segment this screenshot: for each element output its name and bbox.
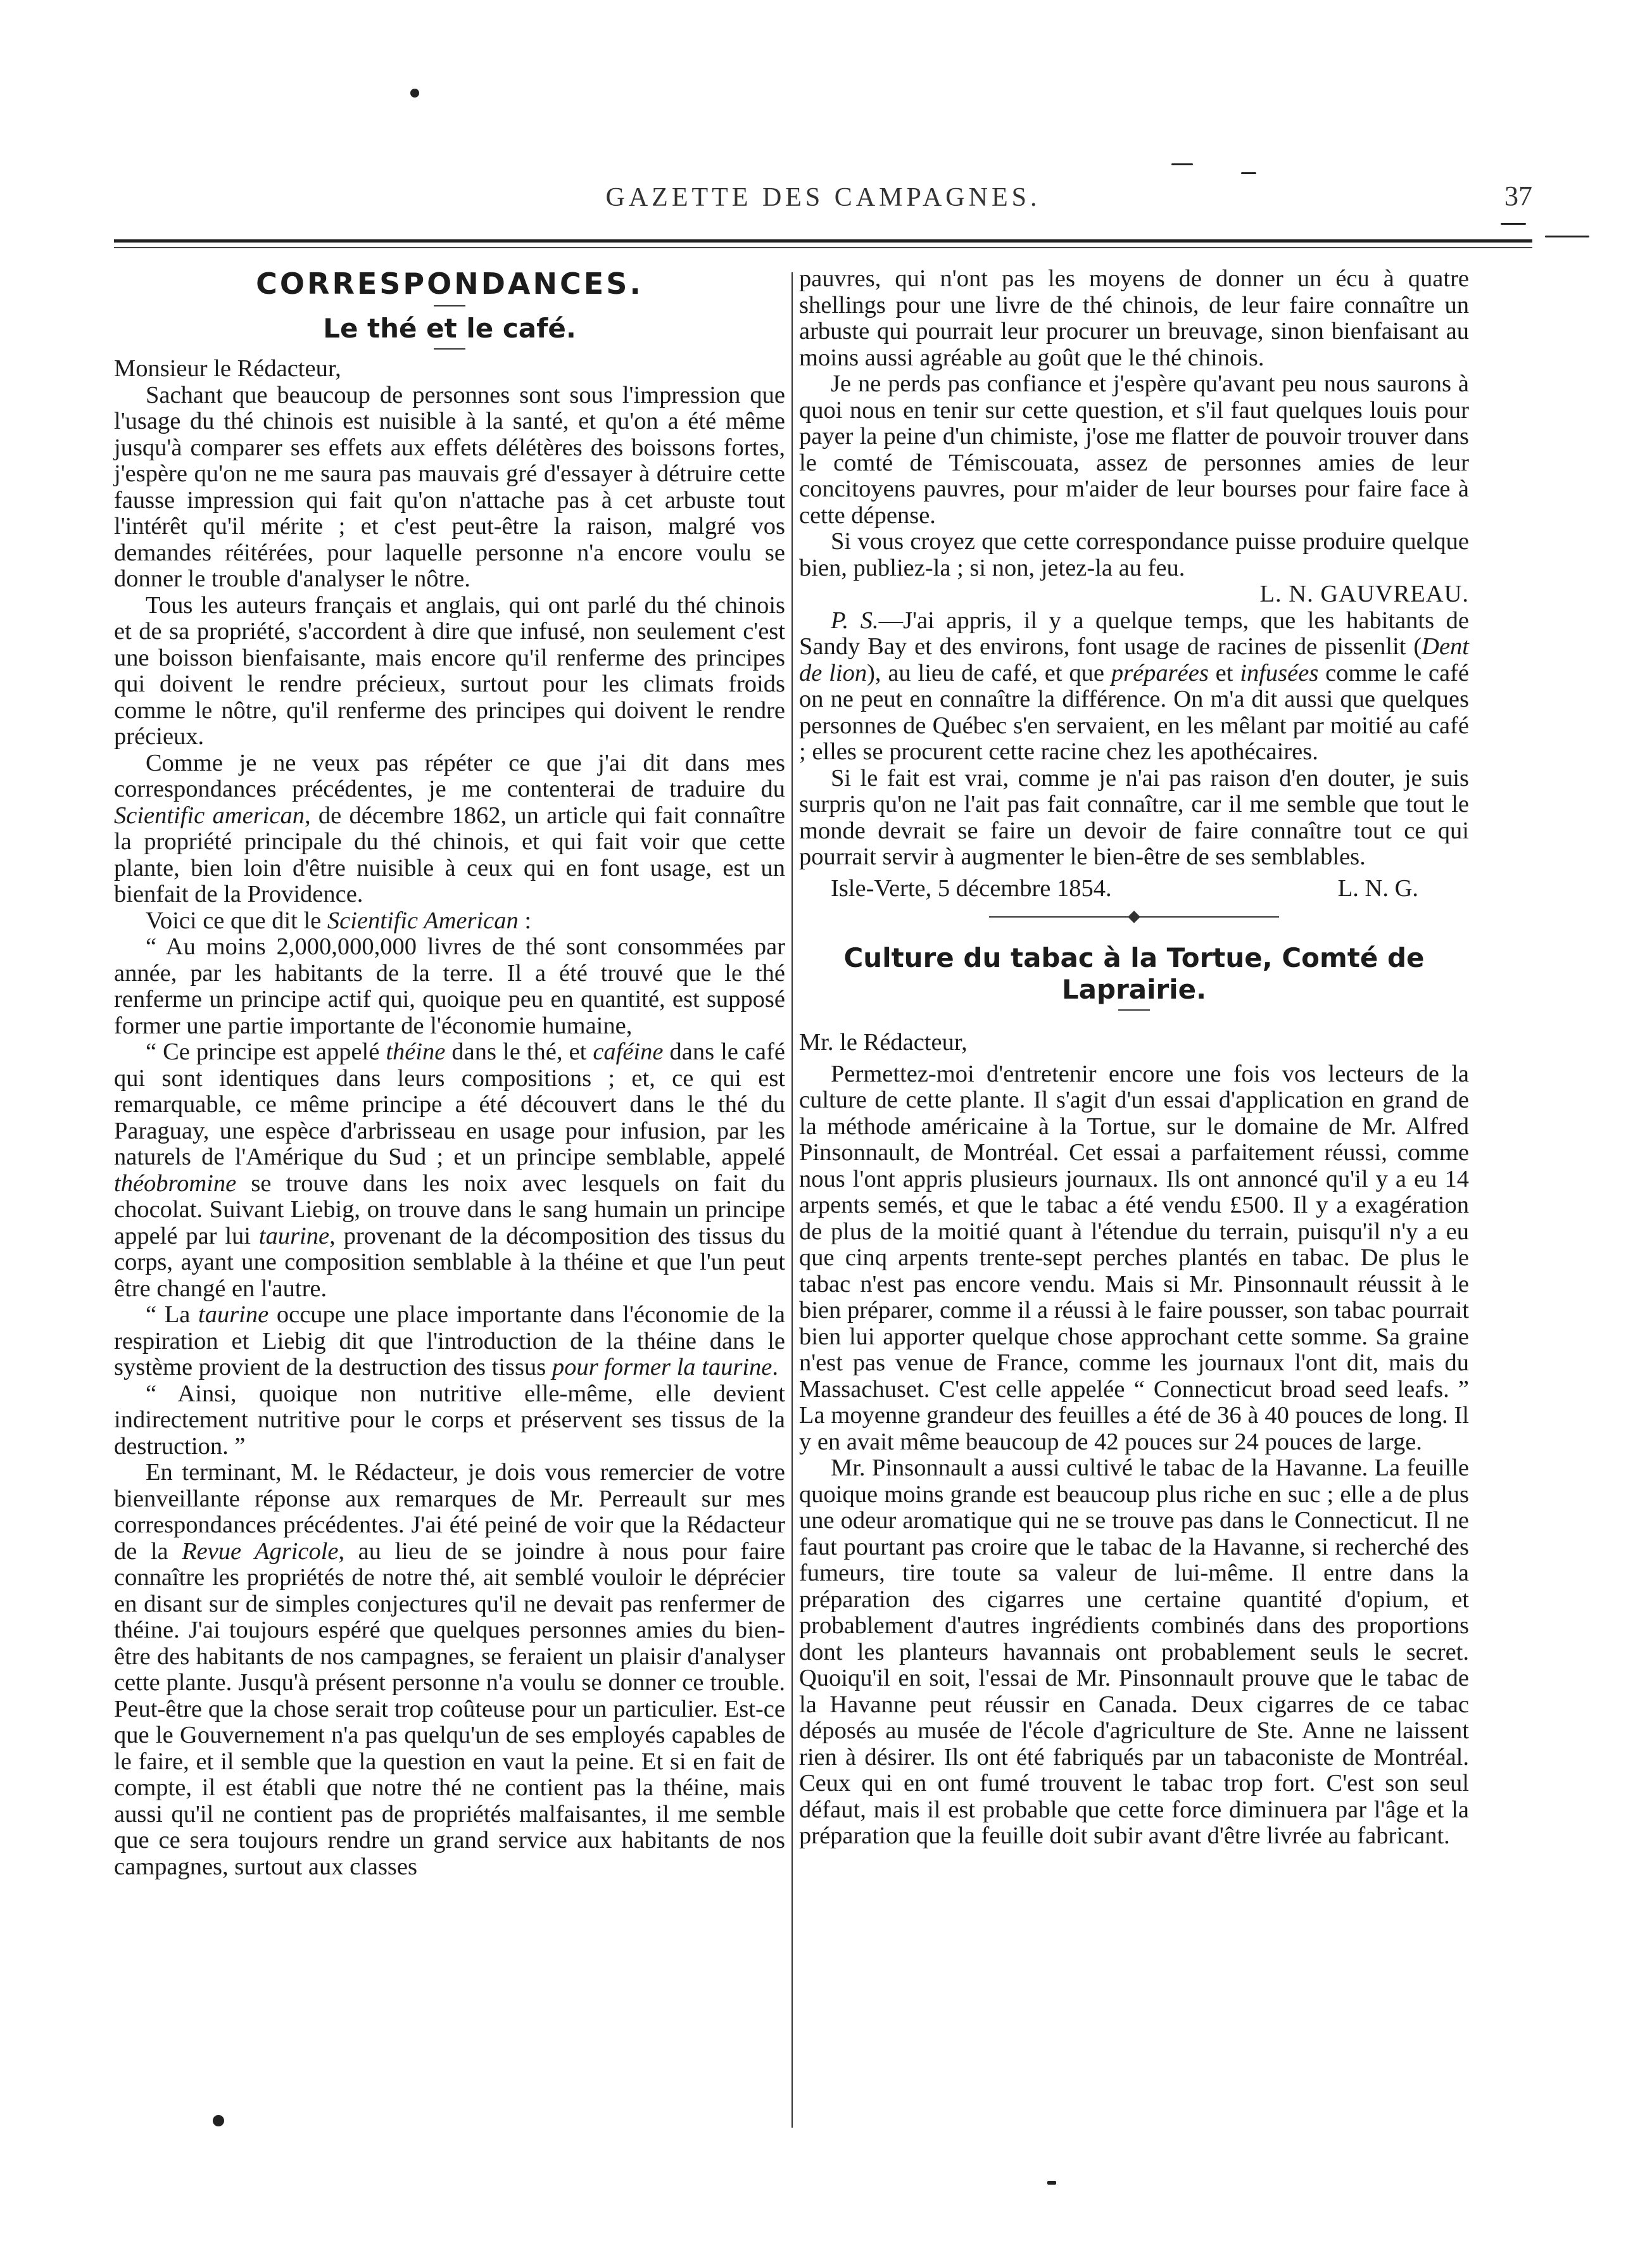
ink-speck [213, 2115, 224, 2126]
paragraph: Si le fait est vrai, comme je n'ai pas raison d'en douter, je suis surpris qu'on ne l'ait pas fait connaître, car il me semble que tout le monde devrait se faire un devoir de faire connaître tout ce qui pourrait servir à augmenter le bien-être de ses semblables. [799, 764, 1469, 870]
paragraph: Voici ce que dit le Scientific American : [146, 907, 532, 934]
article-title: Le thé et le café. [323, 313, 576, 344]
left-column [114, 266, 785, 2039]
section-heading: CORRESPONDANCES. [256, 267, 643, 301]
paragraph: “ Au moins 2,000,000,000 livres de thé sont consommées par année, par les habitants de la terre. Il a été trouvé que le thé renferme un principe actif qui, quoique peu en quantité, est supposé former une partie importante de l'économie humaine, [114, 933, 785, 1039]
short-rule [1118, 1009, 1150, 1011]
paragraph: En terminant, M. le Rédacteur, je dois vous remercier de votre bienveillante réponse aux remarques de Mr. Perreault sur mes correspondances précédentes. J'ai été peiné de voir que la Rédacteur de la Revue Agricole, au lieu de se joindre à nous pour faire connaître les propriétés de notre thé, ait semblé vouloir le déprécier en disant sur de simples conjectures qu'il ne devait pas renfermer de théine. J'ai toujours espéré que quelques personnes amies du bien-être des habitants de nos campagnes, se feraient un plaisir d'analyser cette plante. Jusqu'à présent personne n'a voulu se donner ce trouble. Peut-être que la chose serait trop coûteuse pour un particulier. Est-ce que le Gouvernement n'a pas quelqu'un de ses employés capables de le faire, et il semble que la question en vaut la peine. Et si en fait de compte, il est établi que notre thé ne contient pas la théine, mais aussi qu'il ne contient pas de propriétés malfaisantes, il me semble que ce sera toujours rendre un grand service aux habitants de nos campagnes, surtout aux classes [114, 1459, 786, 1880]
ps-label: P. S. [831, 607, 879, 634]
paragraph: Sachant que beaucoup de personnes sont sous l'impression que l'usage du thé chinois est nuisible à la santé, et qu'on a été même jusqu'à comparer ses effets aux effets délétères des boissons fortes, j'espère qu'on ne me saura pas mauvais gré d'essayer à détruire cette fausse impression qui fait qu'on n'attache pas à cet arbuste tout l'intérêt qu'il mérite ; et c'est peut-être la raison, malgré vos demandes réitérées, pour laquelle personne n'a encore voulu se donner le trouble d'analyser le nôtre. [114, 381, 785, 592]
signature: L. N. GAUVREAU. [1259, 581, 1469, 607]
italic-text: Scientific American [327, 907, 519, 934]
paragraph: Permettez-moi d'entretenir encore une fois vos lecteurs de la culture de cette plante. Il s'agit d'un essai d'application en grand de la méthode américaine à la Tortue, sur le domaine de Mr. Alfred Pinsonnault, de Montréal. Cet essai a parfaitement réussi, comme nous l'ont appris plusieurs journaux. Ils ont annoncé qu'il y a eu 14 arpents semés, et que le tabac a été vendu £500. Il y a exagération de plus de la moitié quant à l'étendue du terrain, puisqu'il n'y a eu que cinq arpents trente-sept perches plantés en tabac. De plus le tabac n'est pas encore vendu. Mais si Mr. Pinsonnault réussit à le bien préparer, comme il a réussi à le faire pousser, son tabac pourrait bien lui apporter quelque chose approchant cette somme. Sa graine n'est pas venue de France, comme les journaux l'ont dit, mais du Massachuset. C'est celle appelée “ Connecticut broad seed leafs. ” La moyenne grandeur des feuilles a été de 36 à 40 pouces de long. Il y en avait même beaucoup de 42 pouces sur 24 pouces de large. [799, 1060, 1469, 1455]
column-divider [791, 272, 793, 2128]
dateline [799, 876, 1469, 902]
short-rule [434, 348, 465, 350]
postscript: P. S.—J'ai appris, il y a quelque temps, que les habitants de Sandy Bay et des environs, font usage de racines de pissenlit (Dent de lion), au lieu de café, et que préparées et infusées comme le café on ne peut en connaître la différence. On m'a dit aussi que quelques personnes de Québec s'en servaient, en les mêlant par moitié au café ; elles se procurent cette racine chez les apothécaires. [799, 607, 1469, 765]
ink-speck [410, 89, 419, 98]
italic-text: Scientific american [114, 802, 305, 829]
paragraph: “ Ce principe est appelé théine dans le thé, et caféine dans le café qui sont identiques dans leurs compositions ; et, ce qui est remarquable, ce même principe a été découvert dans le thé du Paraguay, une espèce d'arbrisseau en usage pour infusion, par les naturels de l'Amérique du Sud ; et un principe semblable, appelé théobromine se trouve dans les noix avec lesquels on fait du chocolat. Suivant Liebig, on trouve dans le sang humain un principe appelé par lui taurine, provenant de la décomposition des tissus du corps, ayant une composition semblable à la théine et que l'un peut être changé en l'autre. [114, 1038, 785, 1302]
paragraph: Mr. Pinsonnault a aussi cultivé le tabac de la Havanne. La feuille quoique moins grande est beaucoup plus riche en suc ; elle a de plus une odeur aromatique qui ne se trouve pas dans le Connecticut. Il ne faut pourtant pas croire que le tabac de la Havanne, si recherché des fumeurs, tire toute sa valeur de lui-même. Il entre dans la préparation des cigarres une certaine quantité d'opium, et probablement d'autres ingrédients combinés dans des proportions dont les planteurs havannais ont probablement seuls le secret. Quoiqu'il en soit, l'essai de Mr. Pinsonnault prouve que le tabac de la Havanne peut réussir en Canada. Deux cigarres de ce tabac déposés au musée de l'école d'agriculture de Ste. Anne ne laissent rien à désirer. Ils ont été fabriqués par un tabaconiste de Montréal. Ceux qui en ont fumé trouvent le tabac trop fort. C'est son seul défaut, mais il est probable que cette force diminuera par l'âge et la préparation que la feuille doit subir avant d'être livrée au fabricant. [799, 1455, 1469, 1849]
right-column [799, 266, 1469, 2039]
paragraph: pauvres, qui n'ont pas les moyens de donner un écu à quatre shellings pour une livre de thé chinois, de leur faire connaître un arbuste qui pourrait leur procurer un breuvage, sinon bienfaisant au moins aussi agréable au goût que le thé chinois. [799, 265, 1469, 371]
paragraph: Comme je ne veux pas répéter ce que j'ai dit dans mes correspondances précédentes, je me contenterai de traduire du Scientific american, de décembre 1862, un article qui fait connaître la propriété principale du thé chinois, et qui fait voir que cette plante, bien loin d'être nuisible à ceux qui en font usage, est un bienfait de la Providence. [114, 749, 785, 907]
salutation: Mr. le Rédacteur, [799, 1029, 968, 1056]
dateline-place: Isle-Verte, 5 décembre 1854. [831, 874, 1112, 902]
ink-speck [1047, 2181, 1056, 2185]
page-header [114, 177, 1532, 215]
paragraph: Je ne perds pas confiance et j'espère qu'avant peu nous saurons à quoi nous en tenir sur cette question, et s'il faut quelques louis pour payer la peine d'un chimiste, j'ose me flatter de pouvoir trouver dans le comté de Témiscouata, assez de personnes amies de leur concitoyens pauvres, pour m'aider de leur bourses pour faire face à cette dépense. [799, 370, 1469, 529]
header-rule [114, 239, 1532, 248]
paragraph: Si vous croyez que cette correspondance puisse produire quelque bien, publiez-la ; si non, jetez-la au feu. [799, 528, 1469, 581]
salutation: Monsieur le Rédacteur, [114, 355, 341, 382]
article-title: Culture du tabac à la Tortue, Comté de Laprairie. [843, 942, 1425, 1005]
short-rule [434, 305, 465, 306]
ink-speck [1501, 223, 1526, 225]
paragraph: “ La taurine occupe une place importante dans l'économie de la respiration et Liebig dit que l'introduction de la théine dans le système provient de la destruction des tissus pour former la taurine. [114, 1301, 785, 1380]
publication-title: GAZETTE DES CAMPAGNES. [605, 183, 1041, 212]
ink-speck [1171, 163, 1193, 165]
ink-speck [1241, 172, 1256, 174]
paragraph: “ Ainsi, quoique non nutritive elle-même, elle devient indirectement nutritive pour le corps et préservent ses tissus de la destruction. ” [114, 1380, 785, 1460]
ink-speck [1545, 236, 1589, 237]
ornament-divider [799, 911, 1469, 923]
page-number: 37 [1504, 180, 1532, 211]
paragraph: Tous les auteurs français et anglais, qui ont parlé du thé chinois et de sa propriété, s'accordent à dire que infusé, non seulement c'est une boisson bienfaisante, mais encore qu'il renferme des principes qui doivent le rendre précieux, surtout pour les climats froids comme le nôtre, qu'il renferme des principes qui doivent le rendre précieux. [114, 591, 785, 750]
dateline-signature: L. N. G. [1337, 874, 1418, 902]
